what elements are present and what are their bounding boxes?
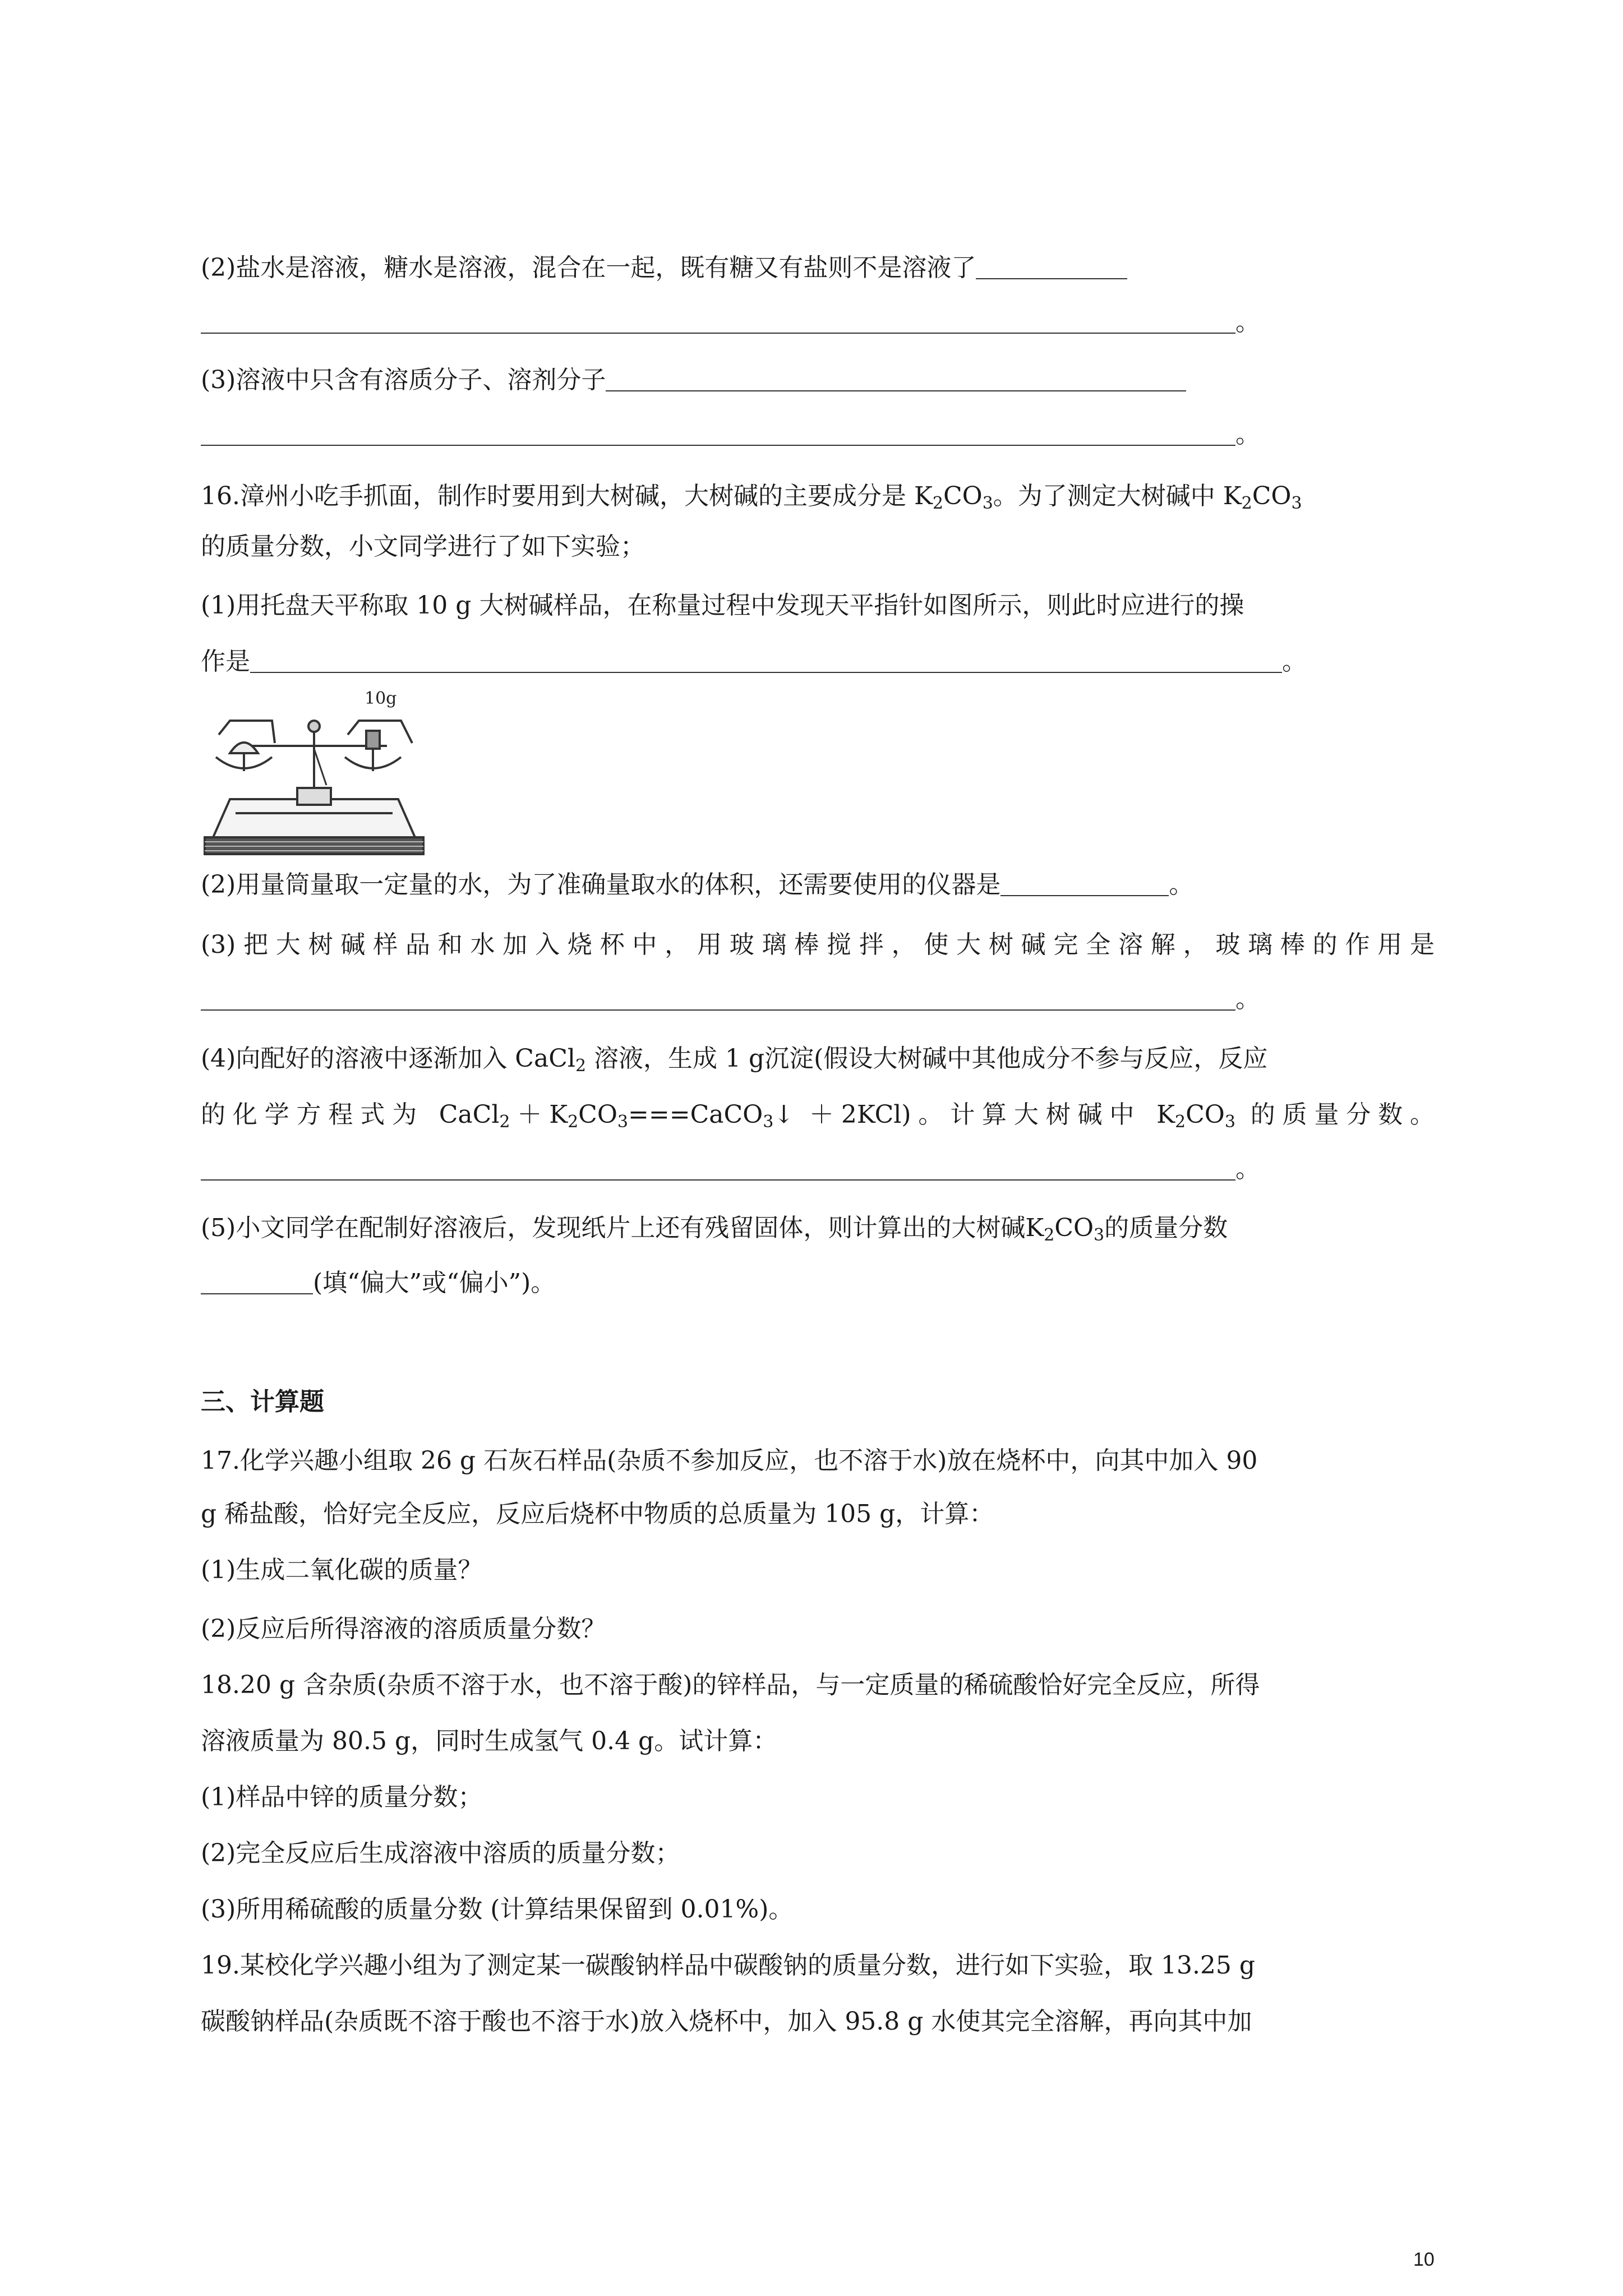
page-number: 10 — [1413, 2249, 1435, 2270]
section-heading: 三、计算题 — [201, 1387, 324, 1416]
q18-2: (2)完全反应后生成溶液中溶质的质量分数； — [201, 1839, 680, 1868]
q16-intro-line1: 16.漳州小吃手抓面，制作时要用到大树碱，大树碱的主要成分是 $K_2CO_3$。为了测定大树碱中 $K_2CO_3$ — [201, 482, 1302, 513]
q18-line2: 溶液质量为 80.5 g，同时生成氢气 0.4 g。试计算： — [201, 1727, 778, 1755]
q17-1: (1)生成二氧化碳的质量？ — [201, 1556, 483, 1584]
q16-3-cont: 。 — [201, 983, 1260, 1016]
q19-line2: 碳酸钠样品(杂质既不溶于酸也不溶于水)放入烧杯中，加入 95.8 g 水使其完全溶解，再向其中加 — [201, 2007, 1252, 2036]
q16-4-line2: 的化学方程式为 $CaCl_2+K_2CO_3===CaCO_3↓ +2KCl$)。计算大树碱中 $K_2CO_3$ 的质量分数。 — [201, 1100, 1435, 1132]
balance-scale-figure — [196, 687, 432, 861]
q18-line1: 18.20 g 含杂质(杂质不溶于水，也不溶于酸)的锌样品，与一定质量的稀硫酸恰好完全反应，所得 — [201, 1671, 1260, 1699]
q17-line1: 17.化学兴趣小组取 26 g 石灰石样品(杂质不参加反应，也不溶于水)放在烧杯中，向其中加入 90 — [201, 1446, 1258, 1475]
q15-2-line: (2)盐水是溶液，糖水是溶液，混合在一起，既有糖又有盐则不是溶液了 — [201, 251, 1127, 285]
answer-blank[interactable] — [250, 649, 1282, 673]
q18-3: (3)所用稀硫酸的质量分数 (计算结果保留到 0.01%)。 — [201, 1895, 794, 1924]
answer-blank[interactable] — [201, 1157, 1235, 1181]
q16-5-line2: (填“偏大”或“偏小”)。 — [201, 1266, 555, 1300]
q17-2: (2)反应后所得溶液的溶质质量分数？ — [201, 1615, 606, 1643]
q16-2-line: (2)用量筒量取一定量的水，为了准确量取水的体积，还需要使用的仪器是 。 — [201, 870, 1194, 899]
q16-4-line1: (4)向配好的溶液中逐渐加入 CaCl$_2$ 溶液，生成 1 g沉淀(假设大树碱中其他成分不参与反应，反应 — [201, 1044, 1268, 1076]
answer-blank[interactable] — [201, 422, 1235, 446]
pointer-needle — [314, 749, 326, 785]
weight-label: 10g — [365, 689, 397, 708]
q16-1-line2: 作是 。 — [201, 647, 1307, 676]
q16-1-line1: (1)用托盘天平称取 10 g 大树碱样品，在称量过程中发现天平指针如图所示，则此时应进行的操 — [201, 591, 1244, 620]
answer-blank[interactable] — [976, 256, 1127, 279]
q19-line1: 19.某校化学兴趣小组为了测定某一碳酸钠样品中碳酸钠的质量分数，进行如下实验，取 13.25 g — [201, 1951, 1256, 1980]
q16-3-line1: (3)把大树碱样品和水加入烧杯中，用玻璃棒搅拌，使大树碱完全溶解，玻璃棒的作用是 — [201, 930, 1435, 959]
q16-intro-line2: 的质量分数，小文同学进行了如下实验； — [201, 532, 645, 561]
q16-5-line1: (5)小文同学在配制好溶液后，发现纸片上还有残留固体，则计算出的大树碱$K_2CO_3$的质量分数 — [201, 1214, 1228, 1245]
weight-icon — [366, 731, 380, 749]
answer-blank[interactable] — [201, 987, 1235, 1011]
q15-2-cont: 。 — [201, 306, 1260, 339]
answer-blank[interactable] — [201, 310, 1235, 334]
q15-3-line: (3)溶液中只含有溶质分子、溶剂分子 — [201, 363, 1186, 397]
answer-blank[interactable] — [201, 1271, 313, 1294]
answer-blank[interactable] — [606, 368, 1186, 391]
answer-blank[interactable] — [1000, 873, 1169, 896]
q18-1: (1)样品中锌的质量分数； — [201, 1783, 483, 1811]
q15-3-cont: 。 — [201, 418, 1260, 451]
q16-4-cont: 。 — [201, 1152, 1260, 1186]
q17-line2: g 稀盐酸，恰好完全反应，反应后烧杯中物质的总质量为 105 g，计算： — [201, 1500, 994, 1528]
